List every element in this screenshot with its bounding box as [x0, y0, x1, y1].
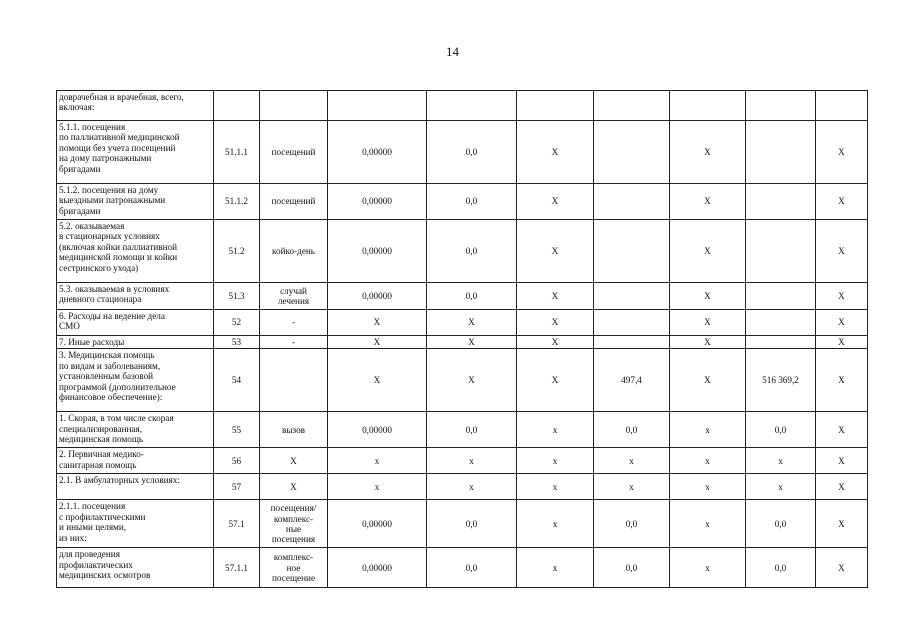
row-col10-cell: X [816, 283, 868, 310]
row-col10-cell: X [816, 121, 868, 184]
row-col8-cell: x [670, 500, 746, 548]
row-col4-cell: x [328, 448, 427, 474]
row-col9-cell: x [746, 448, 816, 474]
row-col6-cell: X [517, 220, 594, 283]
row-col10-cell [816, 91, 868, 121]
row-col8-cell: X [670, 349, 746, 412]
row-unit-cell: койко-день [260, 220, 328, 283]
row-col8-cell [670, 91, 746, 121]
tariff-table [56, 90, 868, 588]
row-code-cell: 57 [214, 474, 260, 500]
row-col6-cell [517, 91, 594, 121]
row-col7-cell: 0,0 [594, 548, 670, 588]
row-col4-cell [328, 91, 427, 121]
row-col9-cell: x [746, 474, 816, 500]
row-col5-cell [427, 91, 517, 121]
table-row [57, 283, 868, 310]
row-col5-cell: X [427, 310, 517, 336]
table-row [57, 448, 868, 474]
row-col4-cell: x [328, 474, 427, 500]
table-row [57, 474, 868, 500]
row-col9-cell [746, 336, 816, 349]
row-col10-cell: X [816, 336, 868, 349]
row-col9-cell [746, 310, 816, 336]
row-col8-cell: x [670, 548, 746, 588]
table-row [57, 184, 868, 220]
row-col4-cell: 0,00000 [328, 548, 427, 588]
row-col10-cell: X [816, 500, 868, 548]
row-col9-cell [746, 184, 816, 220]
row-col4-cell: X [328, 310, 427, 336]
row-col4-cell: X [328, 336, 427, 349]
row-code-cell: 51.1.1 [214, 121, 260, 184]
row-unit-cell: - [260, 310, 328, 336]
row-col7-cell [594, 283, 670, 310]
row-col10-cell: X [816, 349, 868, 412]
row-code-cell: 53 [214, 336, 260, 349]
row-col8-cell: X [670, 283, 746, 310]
row-name-cell: для проведения профилактических медицинских осмотров [57, 548, 214, 588]
row-col4-cell: 0,00000 [328, 500, 427, 548]
table-body [57, 91, 868, 588]
row-col7-cell: 0,0 [594, 500, 670, 548]
row-name-cell: 5.2. оказываемая в стационарных условиях (включая койки паллиативной медицинской помощи и койки сестринского ухода) [57, 220, 214, 283]
row-col8-cell: X [670, 310, 746, 336]
row-col9-cell: 0,0 [746, 412, 816, 448]
row-col8-cell: x [670, 448, 746, 474]
row-code-cell: 56 [214, 448, 260, 474]
row-code-cell: 57.1.1 [214, 548, 260, 588]
row-col6-cell: x [517, 448, 594, 474]
row-name-cell: 3. Медицинская помощь по видам и заболеваниям, установленным базовой программой (дополнительное финансовое обеспечение): [57, 349, 214, 412]
row-col7-cell: x [594, 448, 670, 474]
row-col9-cell [746, 91, 816, 121]
table-row [57, 220, 868, 283]
row-col5-cell: X [427, 336, 517, 349]
row-unit-cell: комплекс- ное посещение [260, 548, 328, 588]
row-code-cell: 57.1 [214, 500, 260, 548]
row-col10-cell: X [816, 220, 868, 283]
table-row [57, 121, 868, 184]
table-row [57, 500, 868, 548]
row-col5-cell: x [427, 474, 517, 500]
table-row [57, 91, 868, 121]
row-col10-cell: X [816, 548, 868, 588]
row-code-cell: 51.3 [214, 283, 260, 310]
row-col10-cell: X [816, 184, 868, 220]
row-col6-cell: x [517, 548, 594, 588]
row-unit-cell: - [260, 336, 328, 349]
row-col6-cell: X [517, 310, 594, 336]
row-unit-cell: X [260, 474, 328, 500]
row-col4-cell: 0,00000 [328, 283, 427, 310]
row-name-cell: 6. Расходы на ведение дела СМО [57, 310, 214, 336]
row-col9-cell [746, 283, 816, 310]
row-col5-cell: 0,0 [427, 500, 517, 548]
row-unit-cell: случай лечения [260, 283, 328, 310]
row-col7-cell [594, 121, 670, 184]
table-row [57, 336, 868, 349]
row-col7-cell: 0,0 [594, 412, 670, 448]
row-col5-cell: 0,0 [427, 184, 517, 220]
table-row [57, 548, 868, 588]
row-col7-cell [594, 336, 670, 349]
table-row [57, 349, 868, 412]
row-unit-cell: X [260, 448, 328, 474]
table-row [57, 412, 868, 448]
row-col4-cell: 0,00000 [328, 220, 427, 283]
row-col8-cell: x [670, 412, 746, 448]
row-col6-cell: X [517, 283, 594, 310]
row-col6-cell: x [517, 500, 594, 548]
row-code-cell: 52 [214, 310, 260, 336]
row-col8-cell: X [670, 336, 746, 349]
row-col10-cell: X [816, 448, 868, 474]
row-name-cell: 7. Иные расходы [57, 336, 214, 349]
row-col5-cell: 0,0 [427, 121, 517, 184]
row-col9-cell: 516 369,2 [746, 349, 816, 412]
row-col8-cell: X [670, 121, 746, 184]
row-unit-cell: посещений [260, 184, 328, 220]
row-unit-cell [260, 91, 328, 121]
row-col7-cell [594, 184, 670, 220]
row-col4-cell: 0,00000 [328, 412, 427, 448]
row-col8-cell: X [670, 184, 746, 220]
row-col6-cell: X [517, 336, 594, 349]
row-col6-cell: X [517, 349, 594, 412]
row-col7-cell [594, 220, 670, 283]
row-col5-cell: x [427, 448, 517, 474]
row-col8-cell: x [670, 474, 746, 500]
row-col10-cell: X [816, 474, 868, 500]
row-col7-cell [594, 310, 670, 336]
row-col9-cell: 0,0 [746, 500, 816, 548]
page-number: 14 [446, 44, 459, 59]
row-name-cell: 2.1.1. посещения с профилактическими и иными целями, из них: [57, 500, 214, 548]
row-unit-cell: вызов [260, 412, 328, 448]
row-name-cell: 2.1. В амбулаторных условиях: [57, 474, 214, 500]
row-col7-cell: 497,4 [594, 349, 670, 412]
row-unit-cell: посещений [260, 121, 328, 184]
row-name-cell: 2. Первичная медико- санитарная помощь [57, 448, 214, 474]
row-name-cell: доврачебная и врачебная, всего, включая: [57, 91, 214, 121]
row-col10-cell: X [816, 412, 868, 448]
row-code-cell: 54 [214, 349, 260, 412]
row-col5-cell: 0,0 [427, 283, 517, 310]
row-name-cell: 1. Скорая, в том числе скорая специализированная, медицинская помощь [57, 412, 214, 448]
row-col8-cell: X [670, 220, 746, 283]
row-col4-cell: X [328, 349, 427, 412]
row-col5-cell: 0,0 [427, 412, 517, 448]
row-col7-cell [594, 91, 670, 121]
row-col4-cell: 0,00000 [328, 184, 427, 220]
row-col6-cell: x [517, 412, 594, 448]
row-col6-cell: x [517, 474, 594, 500]
row-unit-cell: посещения/ комплекс- ные посещения [260, 500, 328, 548]
row-col6-cell: X [517, 184, 594, 220]
row-col5-cell: 0,0 [427, 548, 517, 588]
row-name-cell: 5.1.2. посещения на дому выездными патронажными бригадами [57, 184, 214, 220]
row-name-cell: 5.1.1. посещения по паллиативной медицинской помощи без учета посещений на дому патронажными бригадами [57, 121, 214, 184]
row-col6-cell: X [517, 121, 594, 184]
row-code-cell: 51.2 [214, 220, 260, 283]
row-code-cell [214, 91, 260, 121]
row-col9-cell [746, 121, 816, 184]
row-col9-cell [746, 220, 816, 283]
row-col7-cell: x [594, 474, 670, 500]
row-col9-cell: 0,0 [746, 548, 816, 588]
row-unit-cell [260, 349, 328, 412]
row-code-cell: 51.1.2 [214, 184, 260, 220]
row-col4-cell: 0,00000 [328, 121, 427, 184]
row-name-cell: 5.3. оказываемая в условиях дневного стационара [57, 283, 214, 310]
row-col5-cell: 0,0 [427, 220, 517, 283]
table-row [57, 310, 868, 336]
row-col10-cell: X [816, 310, 868, 336]
row-col5-cell: X [427, 349, 517, 412]
row-code-cell: 55 [214, 412, 260, 448]
